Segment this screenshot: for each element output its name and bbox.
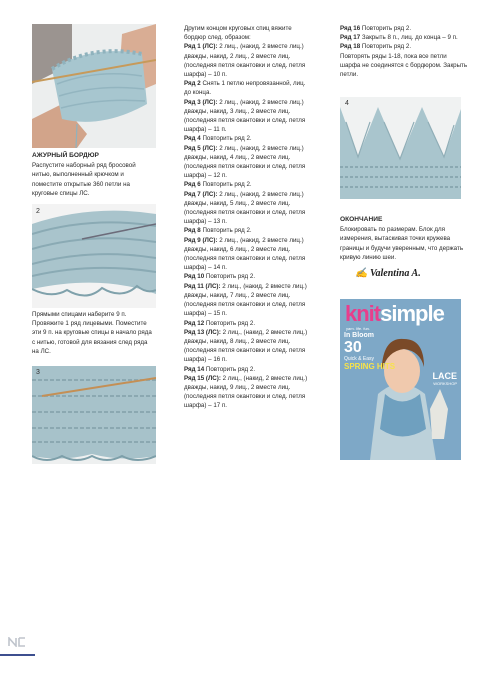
row-label: Ряд 10 — [184, 273, 205, 281]
row-text: 2 лиц., (накид, 2 вместе лиц.) дважды, накид, 4 лиц., 2 вместе лиц. (последняя петля окантовки и след. петля шарфа) – 12 п. — [184, 144, 306, 180]
row-text: 2 лиц., (накид, 2 вместе лиц.) дважды, накид, 3 лиц., 2 вместе лиц. (последняя петля окантовки и след. петля шарфа) – 11 п. — [184, 98, 306, 134]
row-text: Повторить ряд 2. — [200, 227, 252, 235]
magazine-bloom: In Bloom — [344, 332, 374, 339]
row-text: 2 лиц., (накид, 2 вместе лиц.) дважды, накид, 9 лиц., 2 вместе лиц. (последняя петля окантовки и след. петля шарфа) – 17 п. — [184, 374, 308, 410]
magazine-sub1: Quick & Easy — [344, 356, 375, 362]
row-label: Ряд 15 (ЛС): — [184, 374, 221, 382]
pattern-row-1 — [184, 42, 314, 79]
row-text: Повторить ряд 2. — [204, 319, 256, 327]
logo-simple: simple — [380, 301, 444, 326]
magazine-cover — [340, 299, 461, 460]
row-label: Ряд 13 (ЛС): — [184, 328, 221, 336]
row-text: Повторить ряд 2. — [200, 135, 252, 143]
row-text: Снять 1 петлю непровязанной, лиц. до конца. — [184, 80, 306, 97]
pattern-row-7 — [184, 190, 314, 227]
photo-lace-border — [340, 97, 461, 199]
row-label: Ряд 8 — [184, 227, 201, 235]
pattern-row-8 — [184, 226, 314, 235]
pattern-row-4 — [184, 134, 314, 143]
row-label: Ряд 5 (ЛС): — [184, 144, 218, 152]
finish-text: Блокировать по размерам. Блок для измерения, вытаскивая точки кружева границы и будучи уверенным, что держать кривую линию шеи. — [340, 226, 464, 261]
photo-knitting-hands — [32, 24, 156, 148]
magazine-tagline: yarn. life. fun. — [346, 326, 371, 331]
photo-number-2: 2 — [36, 208, 40, 215]
row-text: Повторить ряд 2. — [360, 25, 412, 32]
magazine-logo — [345, 301, 444, 327]
photo-knitting-edge — [32, 366, 156, 464]
pattern-row-12 — [184, 319, 314, 328]
finish-heading: ОКОНЧАНИЕ — [340, 216, 383, 223]
row-text: 2 лиц., (накид, 2 вместе лиц.) дважды, накид, 8 лиц., 2 вместе лиц. (последняя петля окантовки и след. петля шарфа) – 16 п. — [184, 328, 308, 364]
row-label: Ряд 12 — [184, 319, 205, 327]
photo-number-3: 3 — [36, 369, 40, 376]
border-heading: АЖУРНЫЙ БОРДЮР — [32, 152, 99, 159]
pattern-row-13 — [184, 328, 314, 365]
row-text: Повторить ряд 2. — [204, 273, 256, 281]
magazine-sub2: SPRING HITS — [344, 362, 396, 371]
logo-knit: knit — [345, 301, 381, 326]
row-label: Ряд 11 (ЛС): — [184, 282, 221, 290]
pattern-row-15 — [184, 374, 314, 411]
row-label: Ряд 6 — [184, 181, 201, 189]
pattern-row-10 — [184, 272, 314, 281]
pattern-row-9 — [184, 236, 314, 273]
row-label: Ряд 7 (ЛС): — [184, 190, 218, 198]
pattern-row-14 — [184, 365, 314, 374]
border-text: Распустите наборный ряд бросовой нитью, выполненный крючком и поместите открытые 360 петли на круговые спицы ЛС. — [32, 162, 136, 197]
signature-icon: ✍ — [355, 268, 370, 279]
pattern-row-right-2 — [340, 33, 468, 42]
row-text: Повторить ряд 2. — [204, 365, 256, 373]
repeat-text: Повторять ряды 1-18, пока все петли шарфа не соединятся с бордюром. Закрыть петли. — [340, 52, 468, 79]
row-label: Ряд 1 (ЛС): — [184, 43, 218, 51]
row-text: Повторить ряд 2. — [360, 43, 412, 51]
pattern-row-2 — [184, 79, 314, 97]
signature-name: Valentina A. — [369, 268, 421, 279]
cast-on-text: Прямыми спицами наберите 9 п. Провяжите 1 ряд лицевыми. Поместите эти 9 п. на круговые спицы в начало ряда с нитью, готовой для вязания след ряда на ЛС. — [32, 311, 152, 355]
publisher-logo-icon — [8, 637, 26, 647]
author-signature — [355, 268, 421, 279]
row-text: Закрыть 8 п., лиц. до конца – 9 п. — [360, 34, 458, 42]
pattern-row-right-3 — [340, 42, 468, 51]
magazine-lace: LACE — [432, 371, 457, 381]
row-label: Ряд 2 — [184, 80, 201, 88]
row-text: 2 лиц., (накид, 2 вместе лиц.) дважды, накид, 5 лиц., 2 вместе лиц. (последняя петля окантовки и след. петля шарфа) – 13 п. — [184, 190, 306, 226]
magazine-workshop: WORKSHOP — [433, 381, 457, 386]
row-label: Ряд 3 (ЛС): — [184, 98, 218, 106]
row-label: Ряд 4 — [184, 135, 201, 143]
pattern-row-5 — [184, 144, 314, 181]
magazine-big-number: 30 — [344, 339, 362, 356]
row-label: Ряд 14 — [184, 365, 205, 373]
photo-number-4: 4 — [345, 100, 349, 107]
row-label: Ряд 17 — [340, 34, 361, 42]
pattern-row-right-1 — [340, 24, 468, 33]
row-label: Ряд 18 — [340, 43, 361, 51]
pattern-intro: Другим концом круговых спиц вяжите бордюр след. образом: — [184, 25, 292, 42]
row-label: Ряд 16 — [340, 25, 361, 32]
row-text: Повторить ряд 2. — [200, 181, 252, 189]
row-text: 2 лиц., (накид, 2 вместе лиц.) дважды, накид, 6 лиц., 2 вместе лиц. (последняя петля окантовки и след. петля шарфа) – 14 п. — [184, 236, 306, 272]
footer-accent-line — [0, 654, 35, 656]
row-text: 2 лиц., (накид, 2 вместе лиц.) дважды, накид, 2 лиц., 2 вместе лиц. (последняя петля окантовки и след. петля шарфа) – 10 п. — [184, 43, 306, 79]
row-label: Ряд 9 (ЛС): — [184, 236, 218, 244]
pattern-row-11 — [184, 282, 314, 319]
pattern-row-6 — [184, 180, 314, 189]
row-text: 2 лиц., (накид, 2 вместе лиц.) дважды, накид, 7 лиц., 2 вместе лиц. (последняя петля окантовки и след. петля шарфа) – 15 п. — [184, 282, 307, 318]
photo-stitches-on-needle — [32, 204, 156, 308]
pattern-row-3 — [184, 98, 314, 135]
